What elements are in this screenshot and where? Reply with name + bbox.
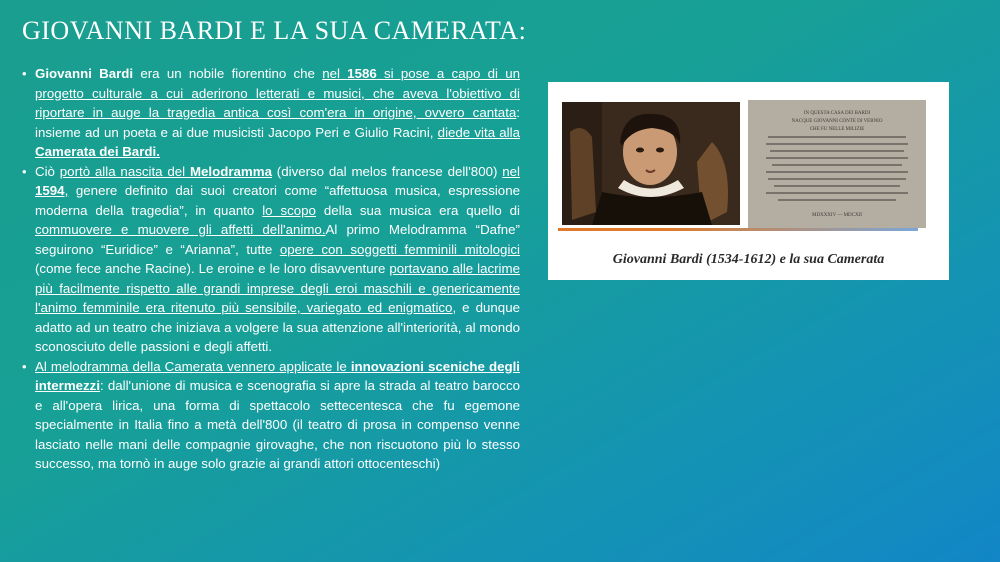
bullet-text-segment: (diverso dal melos francese dell'800) (271, 163, 503, 179)
plaque-illustration (748, 100, 926, 228)
plaque-line: NACQUE GIOVANNI CONTE DI VERNIO (791, 119, 883, 124)
commemorative-plaque-image (748, 100, 926, 228)
bullet-text-segment: , (64, 183, 69, 198)
bullet-text-segment: : dall'unione di musica e scenografia si apre la strada al teatro barocco e all'opera lirica, una forma di spettacolo settecentesca che fu egemone specialmente in Italia fino a metà dell'800 (il teatro di prosa in compenso venne lasciato nelle mani delle compagnie girovaghe, che non riscuotono più lo stesso successo, ma tornò in auge solo grazie ai grandi attori ottocenteschi) (35, 378, 520, 471)
bullet-item (22, 64, 520, 162)
bullet-text-segment: 1594 (35, 183, 65, 198)
bardi-figure (548, 82, 949, 280)
bullet-text-segment: : insieme ad un poeta e ai due musicisti Jacopo Peri e Giulio Racini, (35, 105, 520, 140)
bullet-text-segment: commuovere e muovere gli affetti dell'animo. (35, 222, 326, 237)
bullet-text-segment: Melodramma (189, 163, 272, 179)
bullet-text-segment: Al primo Melodramma “Dafne” seguirono “Euridice” e “Arianna”, tutte (35, 222, 520, 257)
figure-divider (558, 228, 918, 231)
plaque-line: MDXXXIV — MDCXII (812, 213, 862, 218)
bullet-list (22, 64, 520, 474)
bullet-text-segment: Giovanni Bardi (35, 66, 134, 81)
bullet-item (22, 162, 520, 357)
slide-title: GIOVANNI BARDI E LA SUA CAMERATA: (22, 16, 527, 45)
bullet-text-segment: lo scopo (262, 202, 316, 218)
bullet-text-segment: diede vita alla (437, 124, 520, 140)
figure-caption: Giovanni Bardi (1534-1612) e la sua Camerata (612, 252, 885, 267)
bullet-text-segment: portavano alle lacrime più facilmente rispetto alle grandi imprese degli eroi maschili e genericamente l'animo femminile era ritenuto più sensibile, variegato ed enigmatico (35, 261, 520, 315)
bullet-text-segment: Ciò (35, 163, 60, 179)
bullet-text-segment: nel (502, 163, 520, 179)
bullet-text-segment: (come fece anche Racine). Le eroine e le loro disavventure (35, 261, 390, 276)
bullet-text-segment: Al melodramma della Camerata vennero applicate le (35, 358, 351, 374)
bullet-text-segment: Camerata dei Bardi. (35, 144, 160, 159)
bullet-text-segment: innovazioni sceniche degli intermezzi (35, 358, 520, 393)
bullet-text-segment: , e dunque adatto ad un teatro che iniziava a volgere la sua attenzione all'interiorità, al mondo sconosciuto delle passioni e degli affetti. (35, 300, 520, 354)
bullet-text-segment: si pose a capo di un progetto culturale a cui aderirono letterati e musici, che aveva l'obiettivo di riportare in auge la tragedia antica così com'era in origine, ovvero cantata (35, 66, 520, 120)
portrait-image (562, 102, 740, 225)
plaque-line: CHE FU NELLE MILIZIE (809, 127, 865, 132)
bullet-text-segment: della sua musica era quello di (315, 202, 520, 218)
bullet-text-segment: genere definito dai suoi creatori come “affettuosa musica, espressione moderna della tragedia”, in quanto (35, 183, 520, 218)
plaque-line: IN QUESTA CASA DEI BARDI (803, 111, 871, 116)
bullet-text-segment: opere con soggetti femminili mitologici (279, 241, 520, 257)
bullet-text-segment: era un nobile fiorentino che (133, 66, 323, 81)
bullet-text-segment: 1586 (347, 66, 377, 81)
bullet-item (22, 357, 520, 474)
portrait-illustration (562, 102, 740, 225)
bullet-text-segment: nel (322, 66, 348, 81)
bullet-text-segment: portò alla nascita del (59, 163, 190, 179)
